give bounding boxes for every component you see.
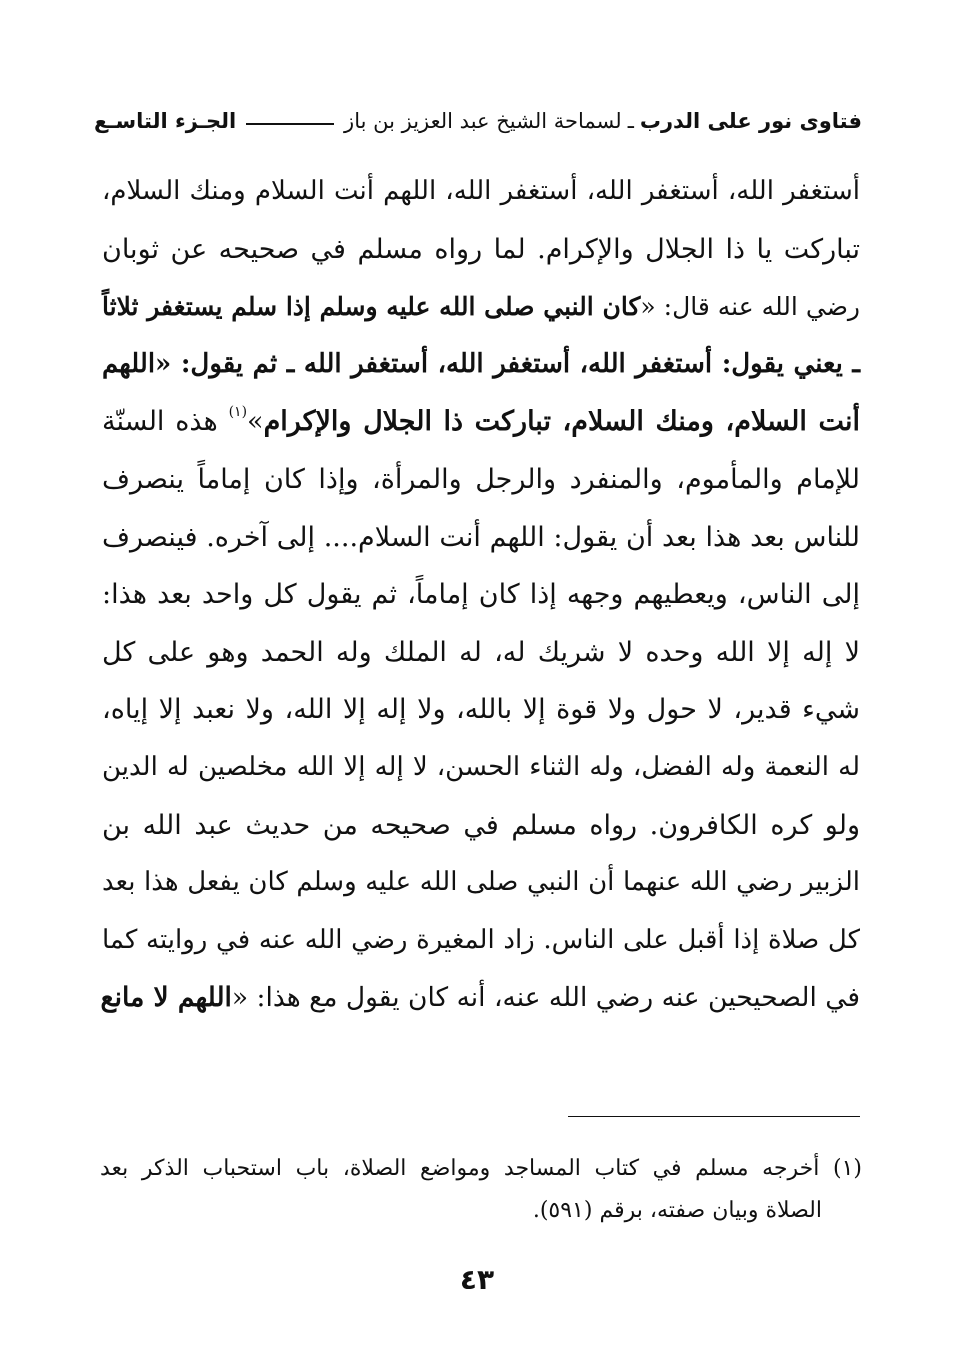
running-header [94, 104, 862, 138]
header-rule [246, 123, 334, 125]
author-name: لسماحة الشيخ عبد العزيز بن باز [344, 109, 622, 133]
text-line [102, 393, 860, 451]
text-run: كل صلاة إذا أقبل على الناس. زاد المغيرة رضي الله عنه في روايته كما [102, 924, 860, 955]
text-run: لا إله إلا الله وحده لا شريك له، له الملك وله الحمد وهو على كل [102, 636, 860, 668]
text-run: شيء قدير، لا حول ولا قوة إلا بالله، ولا إله إلا الله، ولا نعبد إلا إياه، [102, 694, 860, 726]
text-run: للناس بعد هذا بعد أن يقول: اللهم أنت السلام.... إلى آخره. فينصرف [102, 521, 860, 553]
text-line [102, 624, 860, 682]
text-run: إلى الناس، ويعطيهم وجهه إذا كان إماماً، ثم يقول كل واحد بعد هذا: [102, 579, 860, 611]
footnote-marker: (١) [228, 404, 248, 421]
header-dash: ـ [627, 109, 634, 133]
page-number: ٤٣ [459, 1263, 495, 1296]
text-line [102, 739, 860, 797]
body-text [102, 163, 860, 1027]
text-run: له النعمة وله الفضل، وله الثناء الحسن، لا إله إلا الله مخلصين له الدين [102, 751, 860, 782]
text-line [102, 451, 860, 509]
text-run: هذه السنّة [102, 406, 229, 438]
book-title: فتاوى نور على الدرب [639, 109, 862, 133]
text-run: أستغفر الله، أستغفر الله، أستغفر الله، اللهم أنت السلام ومنك السلام، [102, 176, 860, 206]
text-line [102, 912, 860, 970]
text-run: تباركت يا ذا الجلال والإكرام. لما رواه مسلم في صحيحه عن ثوبان [102, 233, 860, 265]
text-line [102, 681, 860, 739]
text-line [102, 854, 860, 912]
text-run: في الصحيحين عنه رضي الله عنه، أنه كان يقول مع هذا: « [231, 982, 860, 1014]
text-run: الزبير رضي الله عنهما أن النبي صلى الله عليه وسلم كان يفعل هذا بعد [102, 867, 860, 898]
text-run: رضي الله عنه قال: « [640, 292, 860, 322]
text-line [102, 221, 860, 279]
text-line [102, 509, 860, 567]
text-line [102, 278, 860, 336]
text-line [102, 336, 860, 394]
bold-text-run: اللهم لا مانع [100, 982, 232, 1014]
footnote-line: الصلاة وبيان صفته، برقم (٥٩١). [532, 1198, 822, 1223]
footnote-separator [568, 1116, 860, 1117]
volume-part: الجـزء التاسـع [94, 109, 237, 133]
text-run: » [247, 406, 264, 438]
text-run: ولو كره الكافرون. رواه مسلم في صحيحه من حديث عبد الله بن [102, 809, 860, 841]
text-line [102, 969, 860, 1027]
bold-text-run: أنت السلام، ومنك السلام، تباركت ذا الجلال والإكرام [263, 406, 860, 438]
header-title-group [344, 109, 862, 133]
text-run: للإمام والمأموم، والمنفرد والرجل والمرأة، وإذا كان إماماً ينصرف [102, 463, 860, 495]
text-line [102, 566, 860, 624]
bold-text-run: ـ يعني يقول: أستغفر الله، أستغفر الله، أستغفر الله ـ ثم يقول: «اللهم [102, 348, 860, 379]
bold-text-run: كان النبي صلى الله عليه وسلم إذا سلم يستغفر ثلاثاً [102, 292, 641, 322]
text-line [102, 797, 860, 855]
footnote-line: (١) أخرجه مسلم في كتاب المساجد ومواضع الصلاة، باب استحباب الذكر بعد [100, 1156, 862, 1181]
text-line [102, 163, 860, 221]
footnote [100, 1148, 862, 1232]
